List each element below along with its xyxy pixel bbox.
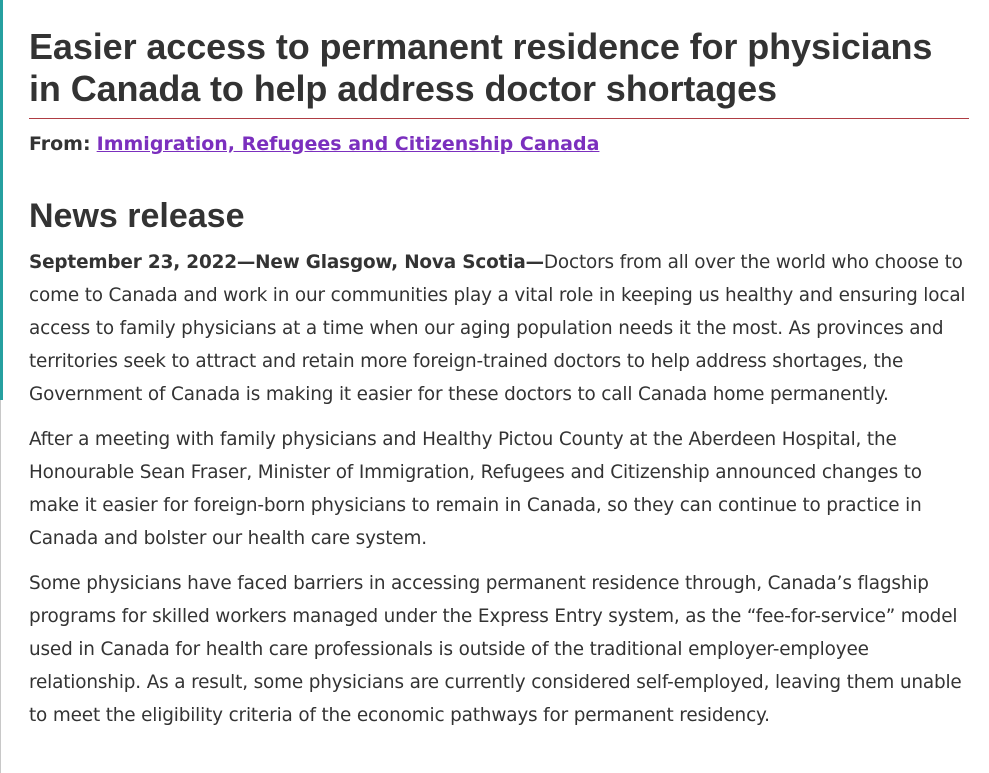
department-link[interactable]: Immigration, Refugees and Citizenship Canada bbox=[96, 133, 600, 155]
paragraph-3: Some physicians have faced barriers in accessing permanent residence through, Canada’s flagship programs for skilled workers managed under the Express Entry system, as the “fee-for-service” model used in Canada for health care professionals is outside of the traditional employer-employee relationship. As a result, some physicians are currently considered self-employed, leaving them unable to meet the eligibility criteria of the economic pathways for permanent residency. bbox=[29, 573, 962, 726]
paragraph-1-text: Doctors from all over the world who choose to come to Canada and work in our communities play a vital role in keeping us healthy and ensuring local access to family physicians at a time when our aging population needs it the most. As provinces and territories seek to attract and retain more foreign-trained doctors to help address shortages, the Government of Canada is making it easier for these doctors to call Canada home permanently. bbox=[29, 252, 966, 405]
from-label: From: bbox=[29, 133, 91, 155]
window-left-edge bbox=[0, 0, 3, 400]
section-heading: News release bbox=[29, 197, 245, 235]
dateline: September 23, 2022—New Glasgow, Nova Scotia— bbox=[29, 252, 544, 273]
article-container bbox=[29, 0, 969, 732]
page-title: Easier access to permanent residence for physicians in Canada to help address doctor shortages bbox=[29, 26, 969, 119]
paragraph-2: After a meeting with family physicians and Healthy Pictou County at the Aberdeen Hospital, the Honourable Sean Fraser, Minister of Immigration, Refugees and Citizenship announced changes to make it easier for foreign-born physicians to remain in Canada, so they can continue to practice in Canada and bolster our health care system. bbox=[29, 429, 922, 549]
paragraph-1 bbox=[29, 246, 969, 411]
from-line bbox=[29, 130, 969, 158]
window-left-border bbox=[0, 400, 1, 773]
